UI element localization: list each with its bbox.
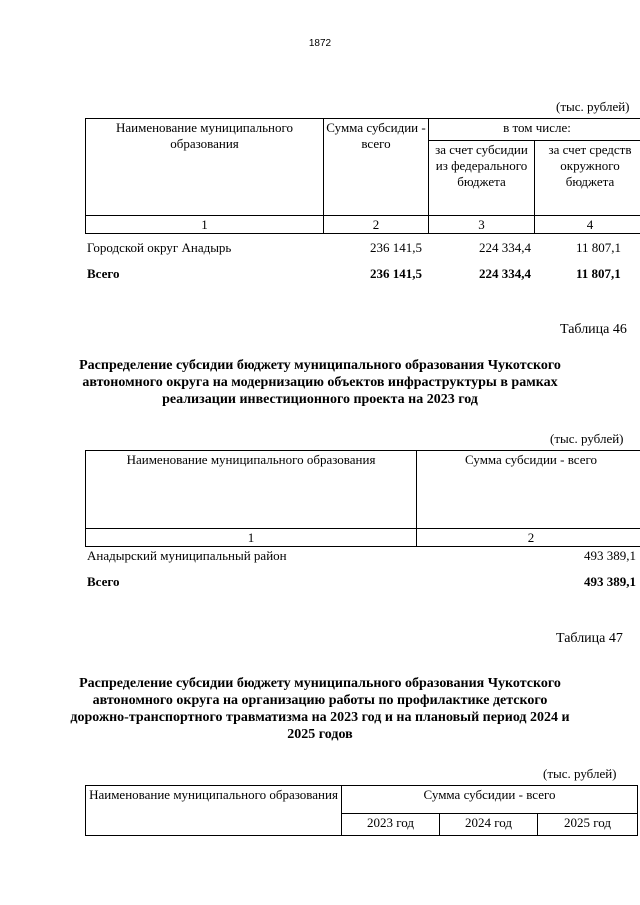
t45-num-1: 1 bbox=[86, 216, 324, 234]
t46-total-name: Всего bbox=[87, 574, 120, 589]
t45-col-incl: в том числе: bbox=[429, 119, 640, 141]
t46-col-name: Наименование муниципального образования bbox=[86, 451, 417, 529]
page-number: 1872 bbox=[308, 38, 332, 49]
t45-num-3: 3 bbox=[429, 216, 535, 234]
t46-total-total: 493 389,1 bbox=[584, 574, 636, 589]
t45-row-okr: 11 807,1 bbox=[576, 240, 622, 255]
t46-label: Таблица 46 bbox=[560, 322, 627, 337]
t46-num-2: 2 bbox=[417, 529, 640, 547]
t46-unit: (тыс. рублей) bbox=[550, 431, 624, 446]
t47-year-2024: 2024 год bbox=[440, 814, 538, 836]
t46-row-total: 493 389,1 bbox=[584, 548, 636, 563]
t47-year-2023: 2023 год bbox=[342, 814, 440, 836]
t45-col-total: Сумма субсидии - всего bbox=[324, 119, 429, 216]
t45-row-total: 236 141,5 bbox=[370, 240, 422, 255]
t45-unit: (тыс. рублей) bbox=[556, 99, 630, 114]
t45-total-total: 236 141,5 bbox=[370, 266, 422, 281]
t45-total-okr: 11 807,1 bbox=[576, 266, 621, 281]
t45-header-table bbox=[85, 118, 640, 234]
t45-total-name: Всего bbox=[87, 266, 120, 281]
t46-row-total-all bbox=[0, 574, 640, 592]
t47-label: Таблица 47 bbox=[556, 631, 623, 646]
t47-header-table bbox=[85, 785, 638, 836]
t46-row-anadyr-district bbox=[0, 548, 640, 566]
t45-row-anadyr bbox=[0, 240, 640, 258]
t46-row-name: Анадырский муниципальный район bbox=[87, 548, 287, 563]
t45-row-total-all bbox=[0, 266, 640, 284]
t45-row-name: Городской округ Анадырь bbox=[87, 240, 232, 255]
t45-total-fed: 224 334,4 bbox=[479, 266, 531, 281]
t46-col-total: Сумма субсидии - всего bbox=[417, 451, 640, 529]
t45-col-okr: за счет средств окружного бюджета bbox=[535, 141, 640, 216]
t45-col-fed: за счет субсидии из федерального бюджета bbox=[429, 141, 535, 216]
t46-num-1: 1 bbox=[86, 529, 417, 547]
t45-num-2: 2 bbox=[324, 216, 429, 234]
t47-year-2025: 2025 год bbox=[538, 814, 638, 836]
t45-num-4: 4 bbox=[535, 216, 640, 234]
t45-col-name: Наименование муниципального образования bbox=[86, 119, 324, 216]
t46-title: Распределение субсидии бюджету муниципального образования Чукотского автономного округа на модернизацию объектов инфраструктуры в рамках реализации инвестиционного проекта на 2023 год bbox=[79, 358, 561, 407]
t47-unit: (тыс. рублей) bbox=[543, 766, 617, 781]
t47-col-total: Сумма субсидии - всего bbox=[342, 786, 638, 814]
t47-col-name: Наименование муниципального образования bbox=[86, 786, 342, 836]
t47-title: Распределение субсидии бюджету муниципального образования Чукотского автономного округа на организацию работы по профилактике детского дорожно-транспортного травматизма на 2023 год и на плановый период 2024 и 2025 годов bbox=[70, 676, 570, 742]
t46-header-table bbox=[85, 450, 640, 547]
t45-row-fed: 224 334,4 bbox=[479, 240, 531, 255]
